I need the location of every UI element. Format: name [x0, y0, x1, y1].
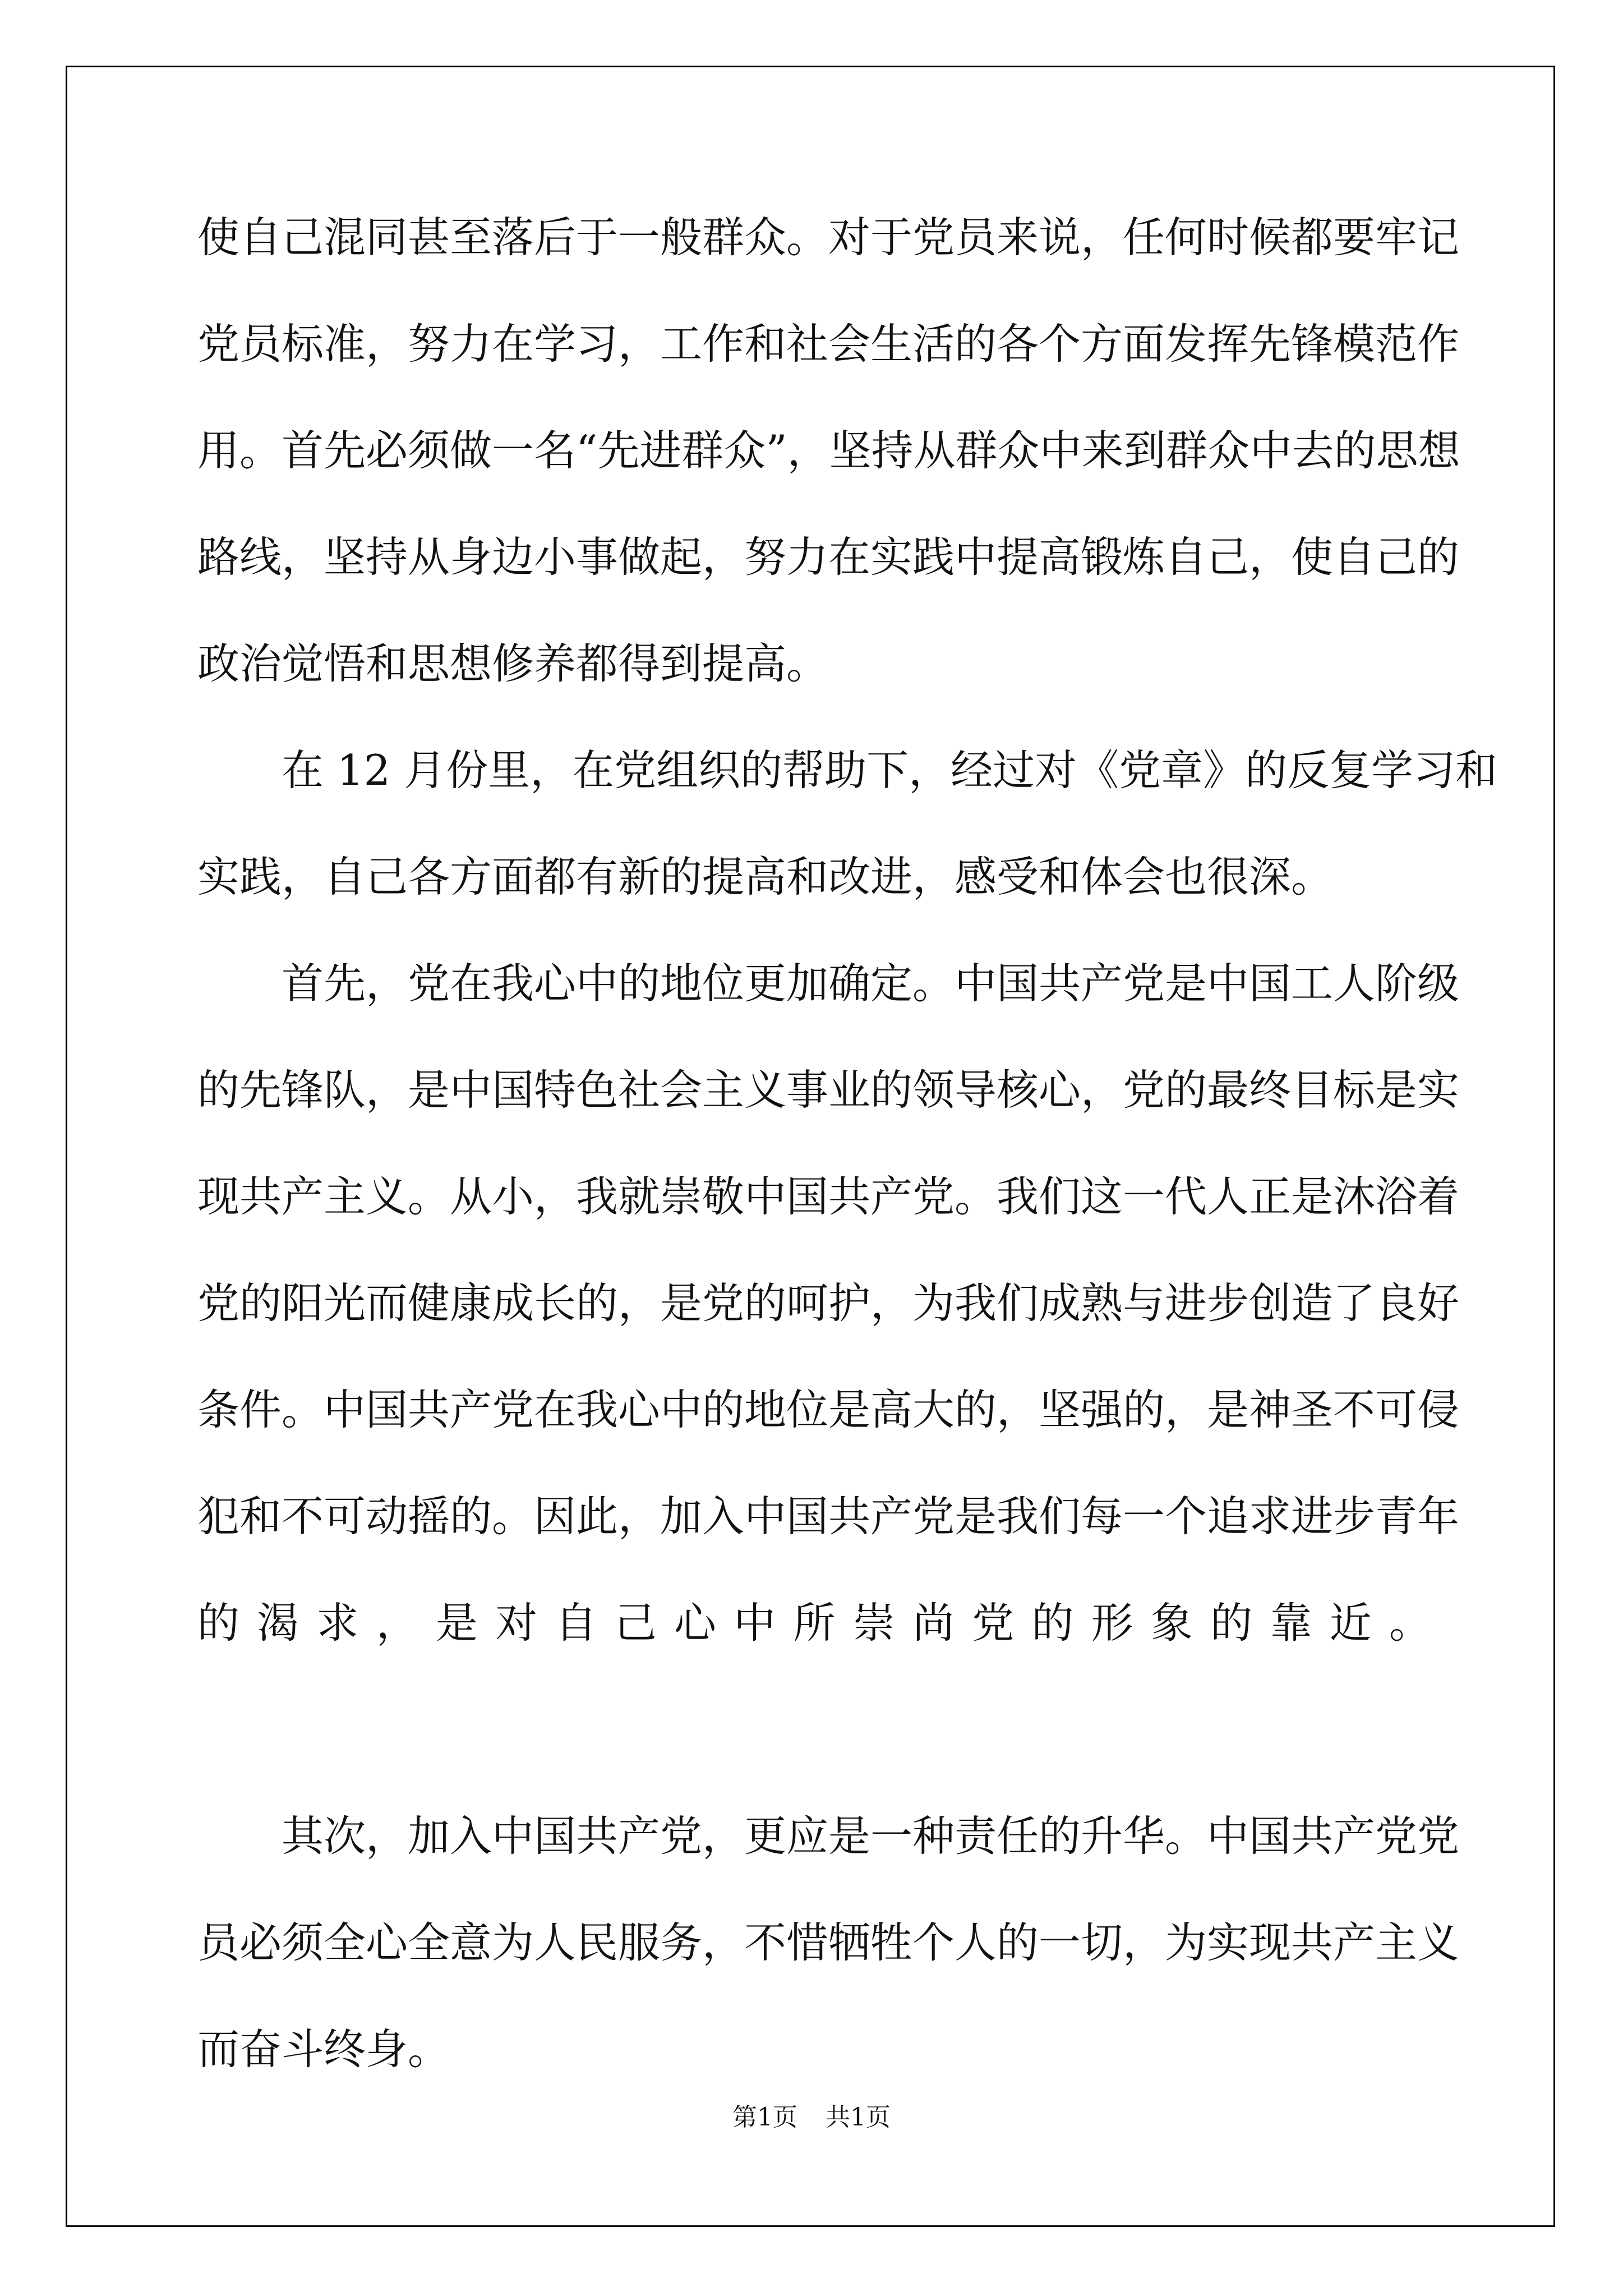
text-line: 用。首先必须做一名“先进群众”，坚持从群众中来到群众中去的思想	[197, 426, 1460, 475]
text-line: 党的阳光而健康成长的，是党的呵护，为我们成熟与进步创造了良好	[197, 1278, 1460, 1328]
text-line: 使自己混同甚至落后于一般群众。对于党员来说，任何时候都要牢记	[197, 213, 1460, 262]
text-line: 犯和不可动摇的。因此，加入中国共产党是我们每一个追求进步青年	[197, 1492, 1460, 1541]
text-line	[197, 1704, 1431, 1811]
paragraph-4	[197, 1811, 1460, 2131]
text-line: 在 12 月份里，在党组织的帮助下，经过对《党章》的反复学习和	[282, 746, 1498, 795]
text-line: 条件。中国共产党在我心中的地位是高大的，坚强的，是神圣不可侵	[197, 1385, 1460, 1434]
text-line: 实践，自己各方面都有新的提高和改进，感受和体会也很深。	[197, 852, 1334, 901]
page-footer	[0, 2097, 1623, 2133]
text-line: 的渴求，是对自己心中所崇尚党的形象的靠近。	[197, 1598, 1431, 1648]
paragraph-2	[197, 745, 1498, 958]
paragraph-1	[197, 212, 1460, 745]
document-body	[197, 212, 1498, 2131]
text-line: 路线，坚持从身边小事做起，努力在实践中提高锻炼自己，使自己的	[197, 532, 1460, 582]
text-line: 员必须全心全意为人民服务，不惜牺牲个人的一切，为实现共产主义	[197, 1918, 1460, 1967]
text-line: 其次，加入中国共产党，更应是一种责任的升华。中国共产党党	[282, 1811, 1460, 1861]
text-line: 党员标准，努力在学习，工作和社会生活的各个方面发挥先锋模范作	[197, 319, 1460, 369]
page-number: 第1页	[732, 2103, 797, 2132]
text-line: 现共产主义。从小，我就崇敬中国共产党。我们这一代人正是沐浴着	[197, 1172, 1460, 1221]
text-line: 的先锋队，是中国特色社会主义事业的领导核心，党的最终目标是实	[197, 1065, 1460, 1115]
text-line: 首先，党在我心中的地位更加确定。中国共产党是中国工人阶级	[282, 959, 1460, 1008]
paragraph-3	[197, 958, 1460, 1811]
text-line: 而奋斗终身。	[197, 2024, 450, 2074]
text-line: 政治觉悟和思想修养都得到提高。	[197, 639, 829, 688]
page-total: 共1页	[826, 2103, 891, 2132]
